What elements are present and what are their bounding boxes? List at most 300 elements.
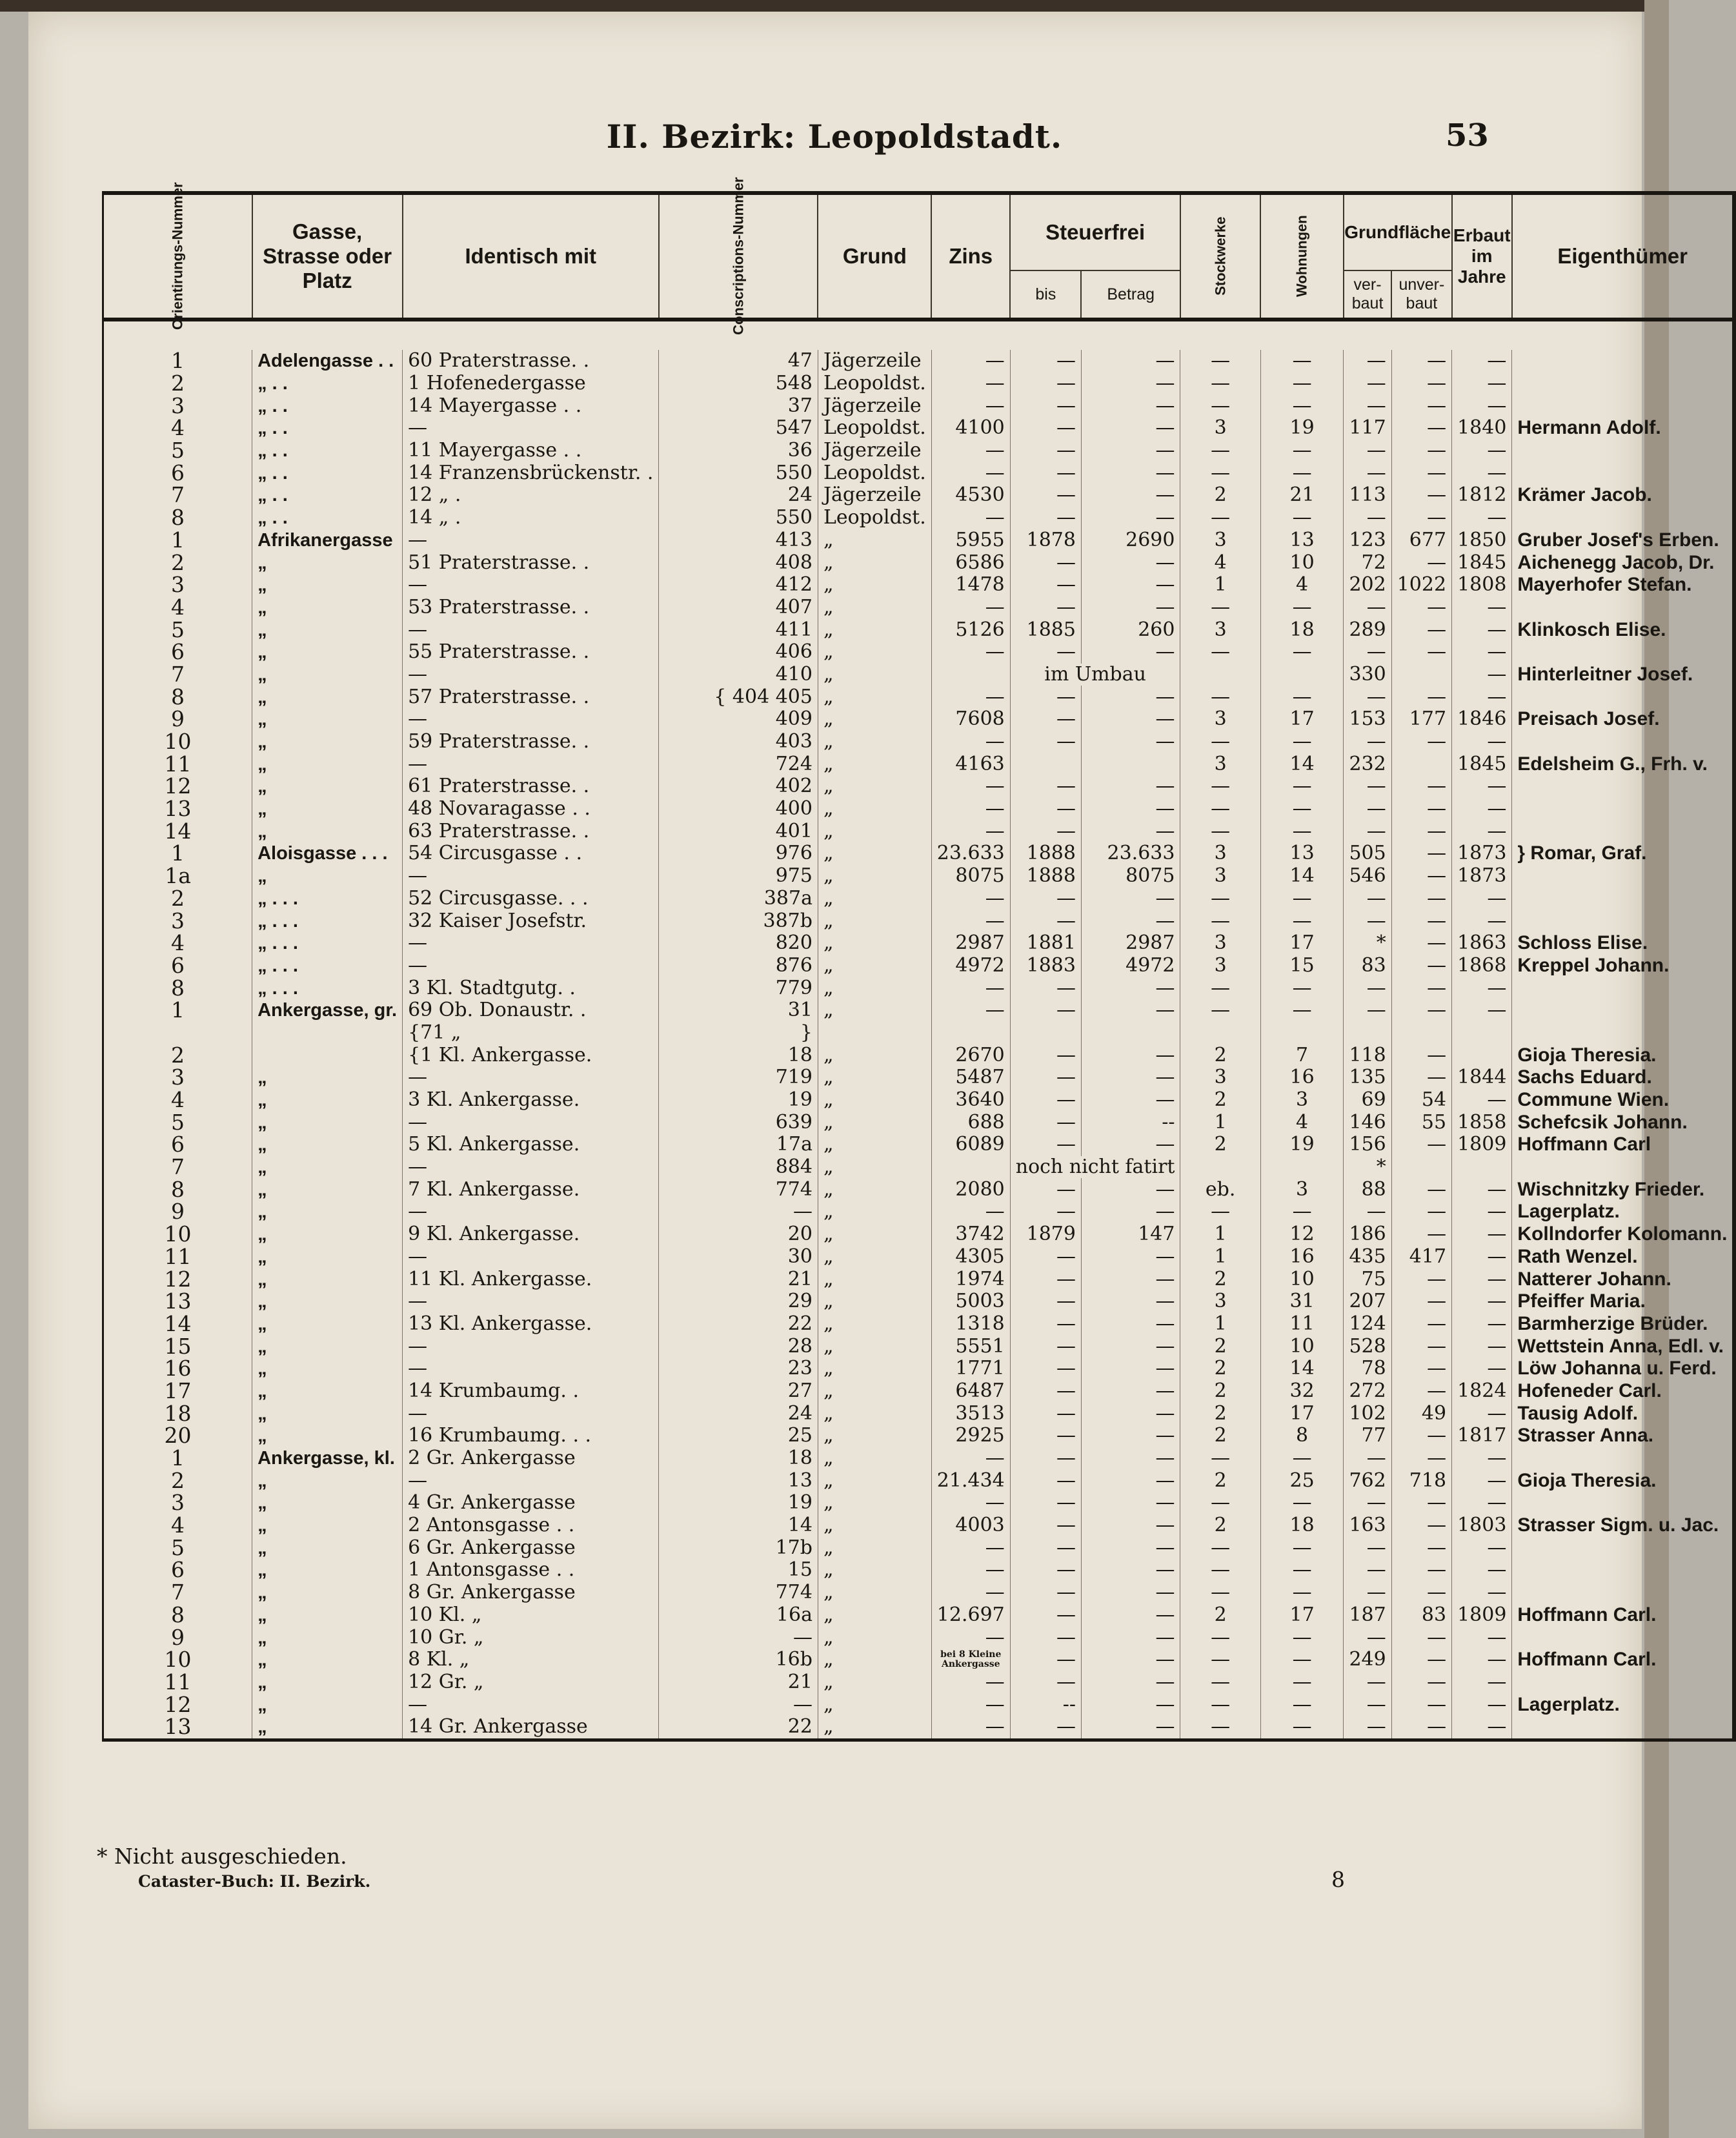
orientation-number-cell: 5 [103,1111,252,1134]
owner-cell [1512,440,1735,462]
owner-cell [1512,1626,1735,1649]
orientation-number-cell: 1 [103,1447,252,1470]
zins-cell: — [931,1559,1010,1582]
tax-free-until-cell: — [1010,1559,1081,1582]
grund-cell: „ [818,1447,931,1470]
built-area-cell: 156 [1344,1134,1391,1156]
built-year-cell: — [1452,1201,1512,1223]
zins-cell: 5955 [931,529,1010,552]
street-name-cell: Aloisgasse . . . [252,842,403,865]
tax-free-amount-cell: — [1081,350,1180,372]
conscription-number-cell: 22 [659,1716,818,1740]
built-year-cell: — [1452,1223,1512,1246]
header-grund: Grund [818,193,931,320]
unbuilt-area-cell: — [1391,394,1451,417]
floors-cell: — [1180,686,1260,708]
floors-cell: 2 [1180,1089,1260,1112]
street-name-cell: „ [252,686,403,708]
floors-cell: — [1180,1716,1260,1740]
owner-cell: Gioja Theresia. [1512,1044,1735,1066]
built-area-cell: 207 [1344,1290,1391,1313]
unbuilt-area-cell: — [1391,977,1451,999]
street-name-cell: „ [252,618,403,641]
conscription-number-cell: 31 [659,999,818,1022]
tax-free-until-cell: — [1010,1514,1081,1537]
floors-cell: 3 [1180,417,1260,440]
conscription-number-cell: 21 [659,1268,818,1290]
built-area-cell: 249 [1344,1649,1391,1671]
table-row [103,708,1735,731]
grund-cell: „ [818,1156,931,1179]
built-year-cell: — [1452,507,1512,529]
table-row [103,1536,1735,1559]
identical-with-cell: — [403,1156,659,1179]
zins-cell: 2670 [931,1044,1010,1066]
tax-free-amount-cell [1081,753,1180,775]
identical-with-cell: 14 Krumbaumg. . [403,1380,659,1403]
unbuilt-area-cell: — [1391,731,1451,753]
zins-cell: 12.697 [931,1604,1010,1627]
tax-free-amount-cell: — [1081,417,1180,440]
floors-cell: — [1180,1201,1260,1223]
built-area-cell: — [1344,1201,1391,1223]
unbuilt-area-cell: — [1391,1066,1451,1089]
zins-cell: — [931,1536,1010,1559]
floors-cell: — [1180,641,1260,664]
built-year-cell: — [1452,1582,1512,1604]
built-year-cell: 1824 [1452,1380,1512,1403]
tax-free-amount-cell: — [1081,1380,1180,1403]
identical-with-cell: 12 Gr. „ [403,1671,659,1694]
apartments-cell: — [1260,910,1344,932]
street-name-cell: „ [252,1201,403,1223]
street-name-cell: „ . . [252,440,403,462]
tax-free-until-cell: — [1010,686,1081,708]
table-row [103,1156,1735,1179]
built-year-cell: — [1452,1178,1512,1201]
tax-free-until-cell: — [1010,1335,1081,1358]
built-year-cell: 1858 [1452,1111,1512,1134]
street-name-cell: „ [252,1268,403,1290]
unbuilt-area-cell: — [1391,1223,1451,1246]
owner-cell [1512,1716,1735,1740]
tax-free-amount-cell: — [1081,1536,1180,1559]
owner-cell: Pfeiffer Maria. [1512,1290,1735,1313]
floors-cell: — [1180,440,1260,462]
apartments-cell: — [1260,1447,1344,1470]
owner-cell [1512,641,1735,664]
identical-with-cell: 54 Circusgasse . . [403,842,659,865]
street-name-cell: „ [252,641,403,664]
tax-free-amount-cell: 23.633 [1081,842,1180,865]
built-area-cell: — [1344,1671,1391,1694]
street-name-cell: „ [252,551,403,574]
apartments-cell: — [1260,1671,1344,1694]
zins-cell: — [931,775,1010,798]
orientation-number-cell: 1a [103,865,252,888]
identical-with-cell: 8 Gr. Ankergasse [403,1582,659,1604]
orientation-number-cell: 6 [103,1559,252,1582]
unbuilt-area-cell: — [1391,507,1451,529]
floors-cell: — [1180,1492,1260,1514]
table-row [103,394,1735,417]
zins-cell: 6487 [931,1380,1010,1403]
built-year-cell: — [1452,1626,1512,1649]
tax-free-until-cell: — [1010,999,1081,1022]
conscription-number-cell: 30 [659,1246,818,1268]
floors-cell: — [1180,596,1260,619]
built-area-cell: — [1344,1559,1391,1582]
street-name-cell: „ [252,1716,403,1740]
street-name-cell: „ . . [252,372,403,395]
street-name-cell: „ . . . [252,888,403,910]
built-year-cell: 1812 [1452,484,1512,507]
apartments-cell: 7 [1260,1044,1344,1066]
built-year-cell: 1846 [1452,708,1512,731]
grund-cell: „ [818,977,931,999]
built-year-cell: — [1452,372,1512,395]
unbuilt-area-cell: — [1391,1716,1451,1740]
orientation-number-cell: 4 [103,596,252,619]
built-year-cell: — [1452,1559,1512,1582]
zins-cell [931,664,1010,686]
zins-cell: — [931,350,1010,372]
conscription-number-cell: 28 [659,1335,818,1358]
built-area-cell: 202 [1344,574,1391,596]
orientation-number-cell: 6 [103,1134,252,1156]
identical-with-cell: — [403,618,659,641]
conscription-number-cell: 412 [659,574,818,596]
street-name-cell: „ [252,1671,403,1694]
built-year-cell: 1863 [1452,932,1512,955]
zins-cell: — [931,1201,1010,1223]
street-name-cell: „ . . [252,484,403,507]
grund-cell: Jägerzeile [818,394,931,417]
street-name-cell: „ [252,1380,403,1403]
owner-cell [1512,596,1735,619]
unbuilt-area-cell: — [1391,1492,1451,1514]
street-name-cell: „ [252,865,403,888]
header-floors: Stockwerke [1180,193,1260,320]
street-name-cell: „ [252,1425,403,1447]
conscription-number-cell: 21 [659,1671,818,1694]
table-row [103,1290,1735,1313]
owner-cell [1512,731,1735,753]
tax-free-until-cell: — [1010,731,1081,753]
tax-free-until-cell: — [1010,1044,1081,1066]
floors-cell: 2 [1180,1358,1260,1380]
built-area-cell: — [1344,999,1391,1022]
tax-free-until-cell: — [1010,596,1081,619]
apartments-cell: — [1260,596,1344,619]
grund-cell: „ [818,1335,931,1358]
owner-cell [1512,820,1735,842]
built-area-cell: — [1344,462,1391,484]
built-year-cell: — [1452,731,1512,753]
grund-cell: „ [818,731,931,753]
street-name-cell: „ [252,1582,403,1604]
floors-cell [1180,1022,1260,1044]
grund-cell: „ [818,1536,931,1559]
identical-with-cell: 55 Praterstrasse. . [403,641,659,664]
grund-cell: „ [818,1582,931,1604]
tax-free-amount-cell: — [1081,1514,1180,1537]
zins-cell: 688 [931,1111,1010,1134]
tax-free-until-cell: — [1010,1246,1081,1268]
built-area-cell: — [1344,372,1391,395]
floors-cell: — [1180,1626,1260,1649]
zins-cell: 3640 [931,1089,1010,1112]
owner-cell: Wettstein Anna, Edl. v. [1512,1335,1735,1358]
floors-cell: — [1180,798,1260,820]
apartments-cell: — [1260,775,1344,798]
floors-cell: 2 [1180,1380,1260,1403]
street-name-cell: Afrikanergasse [252,529,403,552]
zins-cell: — [931,1626,1010,1649]
tax-free-until-cell: im Umbau [1010,664,1180,686]
built-year-cell: 1850 [1452,529,1512,552]
tax-free-until-cell: — [1010,484,1081,507]
identical-with-cell: 60 Praterstrasse. . [403,350,659,372]
owner-cell [1512,686,1735,708]
floors-cell: eb. [1180,1178,1260,1201]
built-year-cell: — [1452,1649,1512,1671]
unbuilt-area-cell: — [1391,1178,1451,1201]
built-area-cell: * [1344,1156,1391,1179]
owner-cell: Hoffmann Carl. [1512,1604,1735,1627]
grund-cell: „ [818,1290,931,1313]
grund-cell: „ [818,686,931,708]
orientation-number-cell: 1 [103,842,252,865]
floors-cell: 2 [1180,1425,1260,1447]
grund-cell: „ [818,1178,931,1201]
built-area-cell: 186 [1344,1223,1391,1246]
built-area-cell: 163 [1344,1514,1391,1537]
tax-free-amount-cell: — [1081,507,1180,529]
built-area-cell: — [1344,731,1391,753]
tax-free-until-cell: — [1010,1201,1081,1223]
apartments-cell: 13 [1260,842,1344,865]
conscription-number-cell: 27 [659,1380,818,1403]
header-ground-area: Grundfläche [1344,193,1452,270]
floors-cell: 3 [1180,708,1260,731]
tax-free-amount-cell: — [1081,1313,1180,1336]
built-area-cell: 289 [1344,618,1391,641]
tax-free-until-cell: — [1010,1290,1081,1313]
conscription-number-cell: 976 [659,842,818,865]
built-year-cell: — [1452,664,1512,686]
orientation-number-cell: 10 [103,731,252,753]
tax-free-amount-cell [1081,1022,1180,1044]
owner-cell: Rath Wenzel. [1512,1246,1735,1268]
unbuilt-area-cell: 1022 [1391,574,1451,596]
owner-cell: Gruber Josef's Erben. [1512,529,1735,552]
apartments-cell: — [1260,1693,1344,1716]
owner-cell: Kollndorfer Kolomann. [1512,1223,1735,1246]
identical-with-cell: 2 Antonsgasse . . [403,1514,659,1537]
floors-cell: — [1180,1693,1260,1716]
owner-cell: Strasser Anna. [1512,1425,1735,1447]
catalog-reference: Cataster-Buch: II. Bezirk. [138,1872,371,1891]
owner-cell: Lagerplatz. [1512,1693,1735,1716]
tax-free-until-cell: — [1010,551,1081,574]
tax-free-until-cell: — [1010,1425,1081,1447]
street-name-cell: „ [252,775,403,798]
apartments-cell: 3 [1260,1089,1344,1112]
floors-cell: — [1180,372,1260,395]
built-area-cell: — [1344,1492,1391,1514]
orientation-number-cell: 3 [103,574,252,596]
street-name-cell: „ . . [252,394,403,417]
zins-cell: 4003 [931,1514,1010,1537]
identical-with-cell: — [403,1335,659,1358]
identical-with-cell: — [403,708,659,731]
table-row [103,1201,1735,1223]
grund-cell: „ [818,1246,931,1268]
floors-cell: — [1180,910,1260,932]
built-area-cell: — [1344,1693,1391,1716]
apartments-cell [1260,1156,1344,1179]
owner-cell: } Romar, Graf. [1512,842,1735,865]
conscription-number-cell: 403 [659,731,818,753]
conscription-number-cell: 400 [659,798,818,820]
zins-cell: 5126 [931,618,1010,641]
unbuilt-area-cell: — [1391,1201,1451,1223]
zins-cell: — [931,1582,1010,1604]
built-area-cell: 102 [1344,1402,1391,1425]
grund-cell: Leopoldst. [818,462,931,484]
apartments-cell: 14 [1260,865,1344,888]
tax-free-amount-cell: — [1081,551,1180,574]
conscription-number-cell: 19 [659,1089,818,1112]
owner-cell: Barmherzige Brüder. [1512,1313,1735,1336]
orientation-number-cell: 17 [103,1380,252,1403]
street-name-cell: „ [252,1559,403,1582]
tax-free-until-cell [1010,753,1081,775]
identical-with-cell: — [403,1066,659,1089]
identical-with-cell: 32 Kaiser Josefstr. [403,910,659,932]
apartments-cell: 14 [1260,753,1344,775]
unbuilt-area-cell: — [1391,417,1451,440]
orientation-number-cell: 2 [103,888,252,910]
conscription-number-cell: — [659,1626,818,1649]
street-name-cell: „ [252,1134,403,1156]
street-name-cell: „ [252,1290,403,1313]
owner-cell [1512,775,1735,798]
conscription-number-cell: 37 [659,394,818,417]
header-tax-free-until: bis [1010,270,1081,320]
conscription-number-cell: 550 [659,507,818,529]
grund-cell: „ [818,1469,931,1492]
built-area-cell: 69 [1344,1089,1391,1112]
owner-cell [1512,1492,1735,1514]
built-area-cell: — [1344,394,1391,417]
zins-cell: 21.434 [931,1469,1010,1492]
zins-cell: 5551 [931,1335,1010,1358]
tax-free-until-cell: — [1010,1716,1081,1740]
built-area-cell [1344,1022,1391,1044]
header-unbuilt-area: unver-baut [1391,270,1451,320]
orientation-number-cell: 3 [103,394,252,417]
owner-cell [1512,798,1735,820]
zins-cell: — [931,641,1010,664]
built-year-cell: 1873 [1452,842,1512,865]
table-row [103,731,1735,753]
built-year-cell [1452,1022,1512,1044]
conscription-number-cell: 639 [659,1111,818,1134]
zins-cell: — [931,372,1010,395]
orientation-number-cell: 11 [103,753,252,775]
tax-free-amount-cell: — [1081,1559,1180,1582]
tax-free-amount-cell: — [1081,1693,1180,1716]
grund-cell: „ [818,1514,931,1537]
table-row [103,999,1735,1022]
zins-cell: 2987 [931,932,1010,955]
unbuilt-area-cell: 417 [1391,1246,1451,1268]
tax-free-until-cell: 1888 [1010,865,1081,888]
apartments-cell: — [1260,999,1344,1022]
header-conscription-number: Conscriptions-Nummer [659,193,818,320]
grund-cell: „ [818,1223,931,1246]
table-row [103,1380,1735,1403]
street-name-cell: Ankergasse, kl. [252,1447,403,1470]
street-name-cell: „ . . [252,507,403,529]
conscription-number-cell: 401 [659,820,818,842]
table-row [103,1246,1735,1268]
street-name-cell: „ [252,820,403,842]
orientation-number-cell: 2 [103,1469,252,1492]
built-year-cell: — [1452,1313,1512,1336]
table-row [103,775,1735,798]
floors-cell: 2 [1180,1134,1260,1156]
zins-cell: — [931,798,1010,820]
apartments-cell: 25 [1260,1469,1344,1492]
conscription-number-cell: 13 [659,1469,818,1492]
table-row [103,686,1735,708]
identical-with-cell: — [403,664,659,686]
table-row [103,596,1735,619]
apartments-cell: 13 [1260,529,1344,552]
built-area-cell: 528 [1344,1335,1391,1358]
orientation-number-cell: 13 [103,798,252,820]
grund-cell: „ [818,1380,931,1403]
identical-with-cell: 63 Praterstrasse. . [403,820,659,842]
orientation-number-cell: 8 [103,1178,252,1201]
tax-free-until-cell [1010,1022,1081,1044]
tax-free-until-cell: — [1010,888,1081,910]
tax-free-amount-cell: — [1081,1066,1180,1089]
built-year-cell: 1817 [1452,1425,1512,1447]
built-year-cell: — [1452,1492,1512,1514]
zins-cell: bei 8 Kleine Ankergasse [931,1649,1010,1671]
tax-free-amount-cell: — [1081,596,1180,619]
conscription-number-cell: 29 [659,1290,818,1313]
built-year-cell: — [1452,999,1512,1022]
tax-free-amount-cell: — [1081,394,1180,417]
table-row [103,753,1735,775]
street-name-cell: „ [252,1492,403,1514]
unbuilt-area-cell: 718 [1391,1469,1451,1492]
built-year-cell: — [1452,888,1512,910]
table-row [103,1402,1735,1425]
grund-cell: „ [818,1492,931,1514]
built-area-cell: 232 [1344,753,1391,775]
tax-free-amount-cell: — [1081,820,1180,842]
conscription-number-cell: 774 [659,1582,818,1604]
table-row [103,618,1735,641]
table-row [103,1313,1735,1336]
table-row [103,484,1735,507]
